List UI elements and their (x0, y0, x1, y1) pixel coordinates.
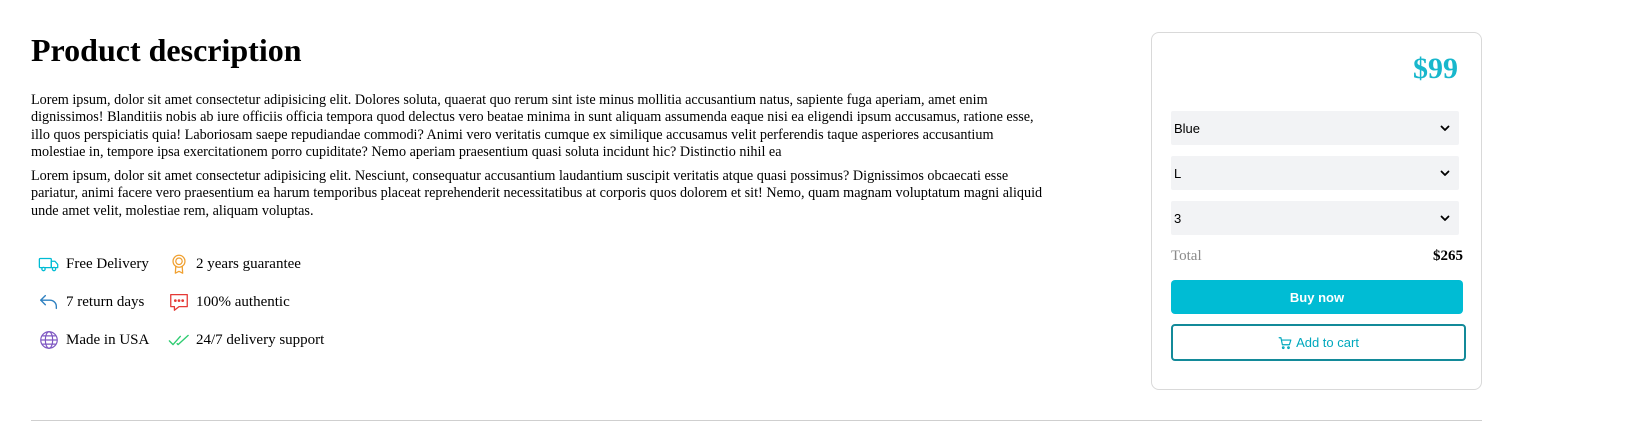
feature-made-in-usa (37, 329, 167, 367)
chevron-down-icon (1439, 122, 1451, 134)
return-arrow-icon (37, 291, 61, 313)
add-to-cart-button[interactable] (1171, 324, 1466, 361)
feature-free-delivery (37, 253, 167, 291)
buy-now-button[interactable] (1171, 280, 1463, 314)
section-divider (31, 420, 1482, 421)
description-paragraph-1: Lorem ipsum, dolor sit amet consectetur adipisicing elit. Dolores soluta, quaerat quo rerum sint iste minus mollitia accusantium natus, sapiente fuga aperiam, amet enim dignissimos! Blanditiis nobis ab iure officiis officia tempora quod delectus vero beatae minima in sunt aliquam assumenda eaque nisi ea eligendi ipsum accusamus, ratione esse, illo quos perspiciatis quia! Laboriosam saepe repudiandae commodi? Animi vero veritatis cumque ex similique accusamus velit perferendis taque asperiores accusantium molestiae in, tempore ipsa exercitationem porro cupiditate? Nemo aperiam praesentium quasi soluta incidunt hic? Distinctio nihil ea (31, 92, 1034, 160)
feature-label: 2 years guarantee (196, 256, 301, 272)
feature-label: Free Delivery (66, 256, 149, 272)
award-icon (167, 253, 191, 275)
cart-icon (1278, 336, 1292, 350)
feature-guarantee (167, 253, 367, 291)
total-value: $265 (1433, 248, 1463, 264)
size-select[interactable] (1171, 156, 1459, 190)
total-label: Total (1171, 248, 1202, 264)
message-dots-icon (167, 291, 191, 313)
page-title: Product description (31, 32, 302, 68)
feature-return-days (37, 291, 167, 329)
total-row (1171, 248, 1463, 265)
add-to-cart-label: Add to cart (1296, 335, 1359, 350)
quantity-select[interactable] (1171, 201, 1459, 235)
product-description-section (31, 30, 1046, 227)
purchase-card (1151, 32, 1482, 390)
size-select-value: L (1174, 165, 1182, 181)
globe-icon (37, 329, 61, 351)
quantity-select-value: 3 (1174, 210, 1182, 226)
chevron-down-icon (1439, 167, 1451, 179)
buy-now-label: Buy now (1289, 289, 1345, 305)
double-check-icon (167, 329, 191, 351)
feature-label: 24/7 delivery support (196, 332, 325, 348)
feature-delivery-support (167, 329, 367, 367)
feature-authentic (167, 291, 367, 329)
feature-list (37, 253, 367, 367)
feature-label: 7 return days (66, 294, 145, 310)
truck-icon (37, 253, 61, 275)
color-select-value: Blue (1174, 120, 1201, 136)
feature-label: 100% authentic (196, 294, 290, 310)
description-paragraph-2: Lorem ipsum, dolor sit amet consectetur adipisicing elit. Nesciunt, consequatur accusantium laudantium suscipit veritatis atque quasi possimus? Dignissimos obcaecati esse pariatur, animi facere vero praesentium ea harum temporibus placeat reprehenderit necessitatibus at corporis quos dolorem et sit! Nemo, quam magnam voluptatum magni aliquid unde amet velit, molestiae rem, aliquam voluptas. (31, 168, 1043, 219)
feature-label: Made in USA (66, 332, 150, 348)
price: $99 (1413, 52, 1458, 85)
chevron-down-icon (1439, 212, 1451, 224)
color-select[interactable] (1171, 111, 1459, 145)
